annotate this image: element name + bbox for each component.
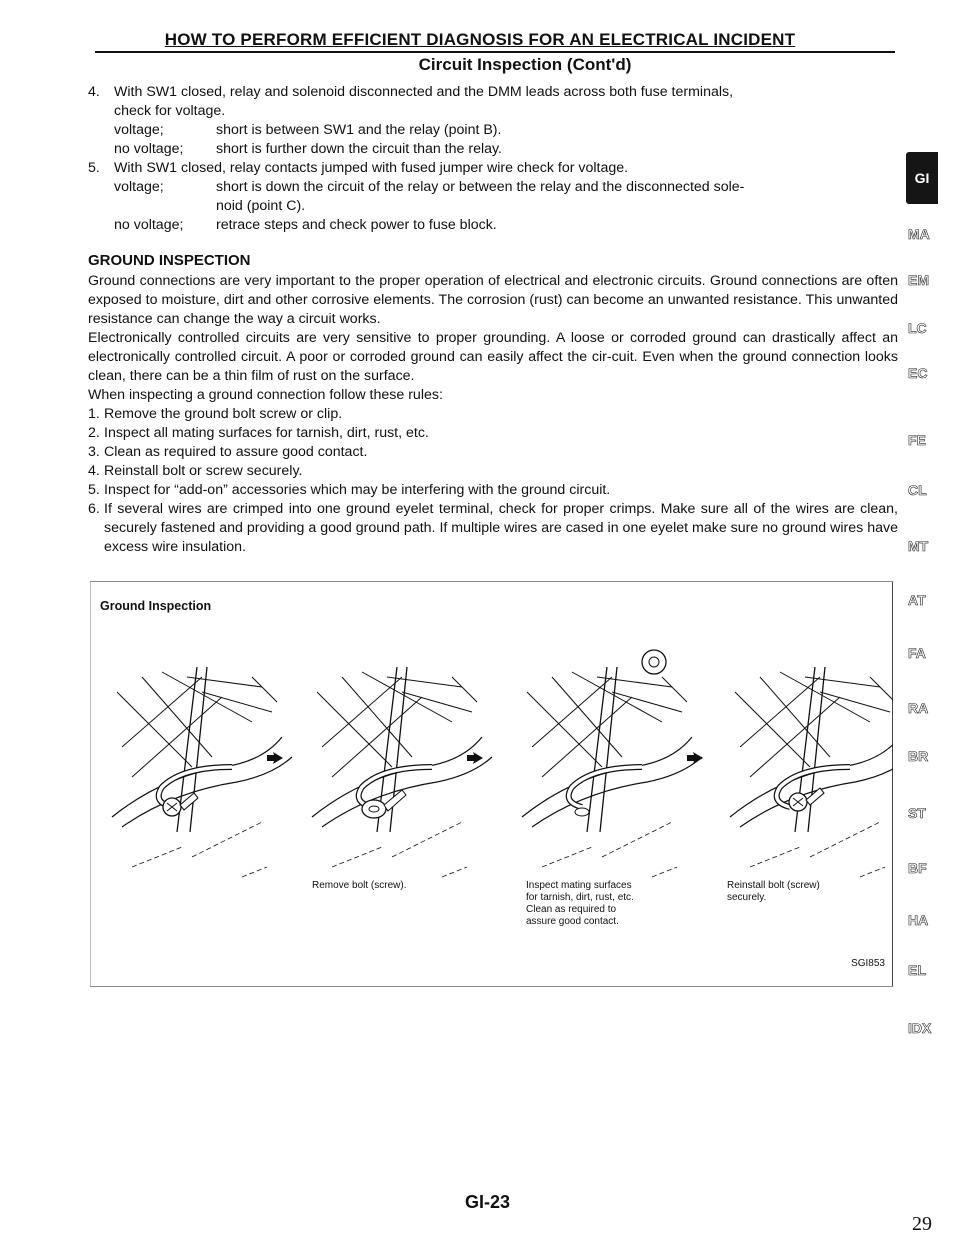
list-item [88,462,898,481]
panel-3-illustration [522,650,702,877]
list-text: Inspect for “add-on” accessories which may be interfering with the ground circuit. [104,482,611,498]
caption-line: securely. [727,892,767,903]
list-item [88,481,898,500]
title-rule [95,51,895,53]
section-index-tabs [900,0,960,1242]
result-value-line: short is down the circuit of the relay or between the relay and the disconnected sole- [216,179,745,195]
step-4-result-novoltage [88,140,898,159]
caption-remove-bolt: Remove bolt (screw). [312,880,407,891]
paragraph: Electronically controlled circuits are very sensitive to proper grounding. A loose or corroded ground can drastically affect an electronically controlled circuit. A poor or corroded ground can easily affect the cir-cuit. Even when the ground connection looks clean, there can be a thin film of rust on the surface. [88,330,898,384]
step-text-cont: check for voltage. [114,103,226,119]
caption-line: for tarnish, dirt, rust, etc. [526,892,634,903]
step-5 [88,159,898,178]
result-value-line: noid (point C). [216,198,306,214]
caption-inspect-surfaces [526,880,686,928]
result-key: voltage; [114,179,164,195]
list-number: 4. [88,463,100,479]
result-value [216,178,898,216]
page-header [95,30,895,75]
page-subtitle: Circuit Inspection (Cont'd) [418,55,632,74]
tab-idx[interactable]: IDX [908,1020,932,1036]
list-text: Remove the ground bolt screw or clip. [104,406,343,422]
step-4 [88,83,898,102]
tab-ma[interactable]: MA [908,226,930,242]
list-text: Inspect all mating surfaces for tarnish, dirt, rust, etc. [104,425,429,441]
list-item [88,405,898,424]
step-text: With SW1 closed, relay and solenoid disconnected and the DMM leads across both fuse terminals, [114,84,734,100]
step-4-result-voltage [88,121,898,140]
result-value: retrace steps and check power to fuse block. [216,217,497,233]
paragraph: When inspecting a ground connection follow these rules: [88,387,443,403]
sheet-number: 29 [912,1213,932,1235]
result-value: short is between SW1 and the relay (point B). [216,122,502,138]
list-item [88,443,898,462]
list-text: Clean as required to assure good contact. [104,444,368,460]
caption-line: Inspect mating surfaces [526,880,632,891]
panel-4-illustration [730,667,893,877]
list-text: Reinstall bolt or screw securely. [104,463,303,479]
list-item [88,500,898,557]
paragraph: Ground connections are very important to the proper operation of electrical and electronic circuits. Ground connections are often exposed to moisture, dirt and other corrosive elements. The corrosion (rust) can become an unwanted resistance. This unwanted resistance can change the way a circuit works. [88,273,898,327]
caption-reinstall-bolt [727,880,867,904]
caption-line: Clean as required to [526,904,617,915]
list-text: If several wires are crimped into one ground eyelet terminal, check for proper crimps. Make sure all of the wires are clean, securely fastened and providing a good ground path. If multiple wires are cased in one eyelet make sure no ground wires have excess wire insulation. [104,501,898,555]
tab-fe[interactable]: FE [908,432,926,448]
caption-line: assure good contact. [526,916,619,927]
tab-ra[interactable]: RA [908,700,929,716]
tab-el[interactable]: EL [908,962,926,978]
content [88,83,898,557]
step-5-result-novoltage [88,216,898,235]
panel-2-illustration [312,667,492,877]
list-number: 1. [88,406,100,422]
result-key: no voltage; [114,217,184,233]
panel-1-illustration [112,667,292,877]
result-key: no voltage; [114,141,184,157]
tab-br[interactable]: BR [908,748,929,764]
step-number: 4. [88,84,100,100]
result-value: short is further down the circuit than the relay. [216,141,502,157]
section-heading: GROUND INSPECTION [88,252,251,269]
tab-gi[interactable]: GI [906,152,938,204]
list-number: 6. [88,501,100,517]
figure-code: SGI853 [851,958,885,969]
rules-list [88,405,898,557]
tab-ha[interactable]: HA [908,912,929,928]
tab-ec[interactable]: EC [908,365,928,381]
tab-mt[interactable]: MT [908,538,929,554]
page-number: GI-23 [465,1192,511,1212]
step-number: 5. [88,160,100,176]
result-key: voltage; [114,122,164,138]
step-text: With SW1 closed, relay contacts jumped with fused jumper wire check for voltage. [114,160,629,176]
list-number: 5. [88,482,100,498]
ground-inspection-figure [90,581,893,987]
step-arrow-icon [467,752,483,764]
page-title: HOW TO PERFORM EFFICIENT DIAGNOSIS FOR AN ELECTRICAL INCIDENT [164,30,796,49]
tab-fa[interactable]: FA [908,645,926,661]
tab-bf[interactable]: BF [908,860,927,876]
step-arrow-icon [687,752,703,764]
caption-line: Reinstall bolt (screw) [727,880,820,891]
step-5-result-voltage [88,178,898,216]
step-arrow-icon [267,752,283,764]
figure-title: Ground Inspection [100,599,212,613]
tab-at[interactable]: AT [908,592,926,608]
list-item [88,424,898,443]
tab-em[interactable]: EM [908,272,929,288]
tab-st[interactable]: ST [908,805,926,821]
list-number: 3. [88,444,100,460]
tab-cl[interactable]: CL [908,482,927,498]
ground-illustration [90,582,893,986]
tab-lc[interactable]: LC [908,320,927,336]
list-number: 2. [88,425,100,441]
